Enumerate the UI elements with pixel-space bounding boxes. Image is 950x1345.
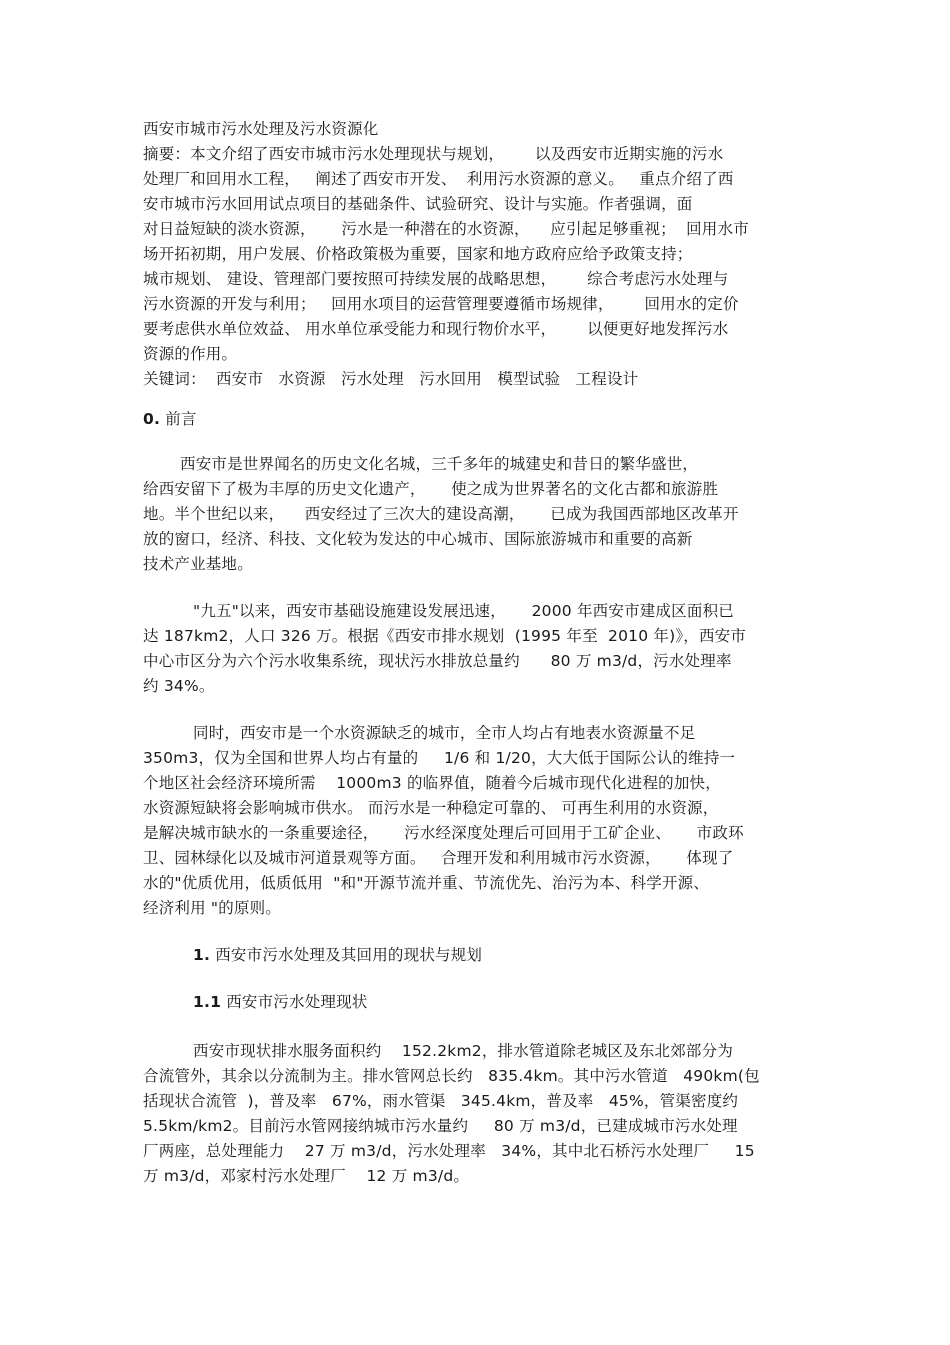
paragraph-line: 水资源短缺将会影响城市供水。 而污水是一种稳定可靠的、 可再生利用的水资源， bbox=[143, 799, 719, 817]
paragraph-line: 经济利用 "的原则。 bbox=[143, 899, 282, 917]
paragraph-line: 合流管外，其余以分流制为主。排水管网总长约 835.4km。其中污水管道 490km(包 bbox=[143, 1067, 760, 1085]
section-title: 西安市污水处理及其回用的现状与规划 bbox=[215, 946, 483, 964]
section-0-heading bbox=[143, 407, 197, 431]
paragraph-line: 卫、园林绿化以及城市河道景观等方面。 合理开发和利用城市污水资源， 体现了 bbox=[143, 849, 734, 867]
paragraph-line: 中心市区分为六个污水收集系统，现状污水排放总量约 80 万 m3/d，污水处理率 bbox=[143, 652, 732, 670]
abstract-line: 场开拓初期，用户发展、价格政策极为重要，国家和地方政府应给予政策支持； bbox=[143, 245, 693, 263]
abstract-line: 城市规划、 建设、管理部门要按照可持续发展的战略思想， 综合考虑污水处理与 bbox=[143, 270, 729, 288]
section-number: 0. bbox=[143, 410, 161, 428]
section-number: 1. bbox=[193, 946, 211, 964]
section-1-1-heading bbox=[193, 990, 368, 1014]
paragraph-line: 达 187km2，人口 326 万。根据《西安市排水规划 (1995 年至 2010 年)》，西安市 bbox=[143, 627, 747, 645]
keywords: 关键词： 西安市 水资源 污水处理 污水回用 模型试验 工程设计 bbox=[143, 370, 639, 388]
paragraph-line: 给西安留下了极为丰厚的历史文化遗产， 使之成为世界著名的文化古都和旅游胜 bbox=[143, 480, 719, 498]
abstract-line: 摘要：本文介绍了西安市城市污水处理现状与规划， 以及西安市近期实施的污水 bbox=[143, 145, 724, 163]
paragraph-line: 放的窗口，经济、科技、文化较为发达的中心城市、国际旅游城市和重要的高新 bbox=[143, 530, 693, 548]
paragraph-line: 括现状合流管 )，普及率 67%，雨水管渠 345.4km，普及率 45%，管渠密度约 bbox=[143, 1092, 739, 1110]
abstract-line: 对日益短缺的淡水资源， 污水是一种潜在的水资源， 应引起足够重视； 回用水市 bbox=[143, 220, 749, 238]
abstract-line: 要考虑供水单位效益、 用水单位承受能力和现行物价水平， 以便更好地发挥污水 bbox=[143, 320, 729, 338]
paragraph-line: 万 m3/d，邓家村污水处理厂 12 万 m3/d。 bbox=[143, 1167, 470, 1185]
paragraph-line: "九五"以来，西安市基础设施建设发展迅速， 2000 年西安市建成区面积已 bbox=[193, 602, 734, 620]
doc-title: 西安市城市污水处理及污水资源化 bbox=[143, 120, 379, 138]
paragraph-line: 水的"优质优用，低质低用 "和"开源节流并重、节流优先、治污为本、科学开源、 bbox=[143, 874, 710, 892]
abstract-line: 污水资源的开发与利用； 回用水项目的运营管理要遵循市场规律， 回用水的定价 bbox=[143, 295, 739, 313]
abstract-line: 资源的作用。 bbox=[143, 345, 238, 363]
paragraph-line: 西安市是世界闻名的历史文化名城，三千多年的城建史和昔日的繁华盛世， bbox=[180, 455, 699, 473]
section-title: 前言 bbox=[165, 410, 197, 428]
section-number: 1.1 bbox=[193, 993, 222, 1011]
paragraph-line: 5.5km/km2。目前污水管网接纳城市污水量约 80 万 m3/d，已建成城市污水处理 bbox=[143, 1117, 738, 1135]
paragraph-line: 厂两座，总处理能力 27 万 m3/d，污水处理率 34%，其中北石桥污水处理厂 15 bbox=[143, 1142, 755, 1160]
paragraph-line: 350m3，仅为全国和世界人均占有量的 1/6 和 1/20，大大低于国际公认的维持一 bbox=[143, 749, 736, 767]
paragraph-line: 地。半个世纪以来， 西安经过了三次大的建设高潮， 已成为我国西部地区改革开 bbox=[143, 505, 739, 523]
paragraph-line: 约 34%。 bbox=[143, 677, 215, 695]
paragraph-line: 是解决城市缺水的一条重要途径， 污水经深度处理后可回用于工矿企业、 市政环 bbox=[143, 824, 744, 842]
paragraph-line: 个地区社会经济环境所需 1000m3 的临界值，随着今后城市现代化进程的加快， bbox=[143, 774, 721, 792]
paragraph-line: 技术产业基地。 bbox=[143, 555, 253, 573]
section-title: 西安市污水处理现状 bbox=[226, 993, 368, 1011]
paragraph-line: 同时，西安市是一个水资源缺乏的城市，全市人均占有地表水资源量不足 bbox=[193, 724, 696, 742]
section-1-heading bbox=[193, 943, 482, 967]
paragraph-line: 西安市现状排水服务面积约 152.2km2，排水管道除老城区及东北郊部分为 bbox=[193, 1042, 734, 1060]
abstract-line: 安市城市污水回用试点项目的基础条件、试验研究、设计与实施。作者强调，面 bbox=[143, 195, 693, 213]
abstract-line: 处理厂和回用水工程， 阐述了西安市开发、 利用污水资源的意义。 重点介绍了西 bbox=[143, 170, 734, 188]
